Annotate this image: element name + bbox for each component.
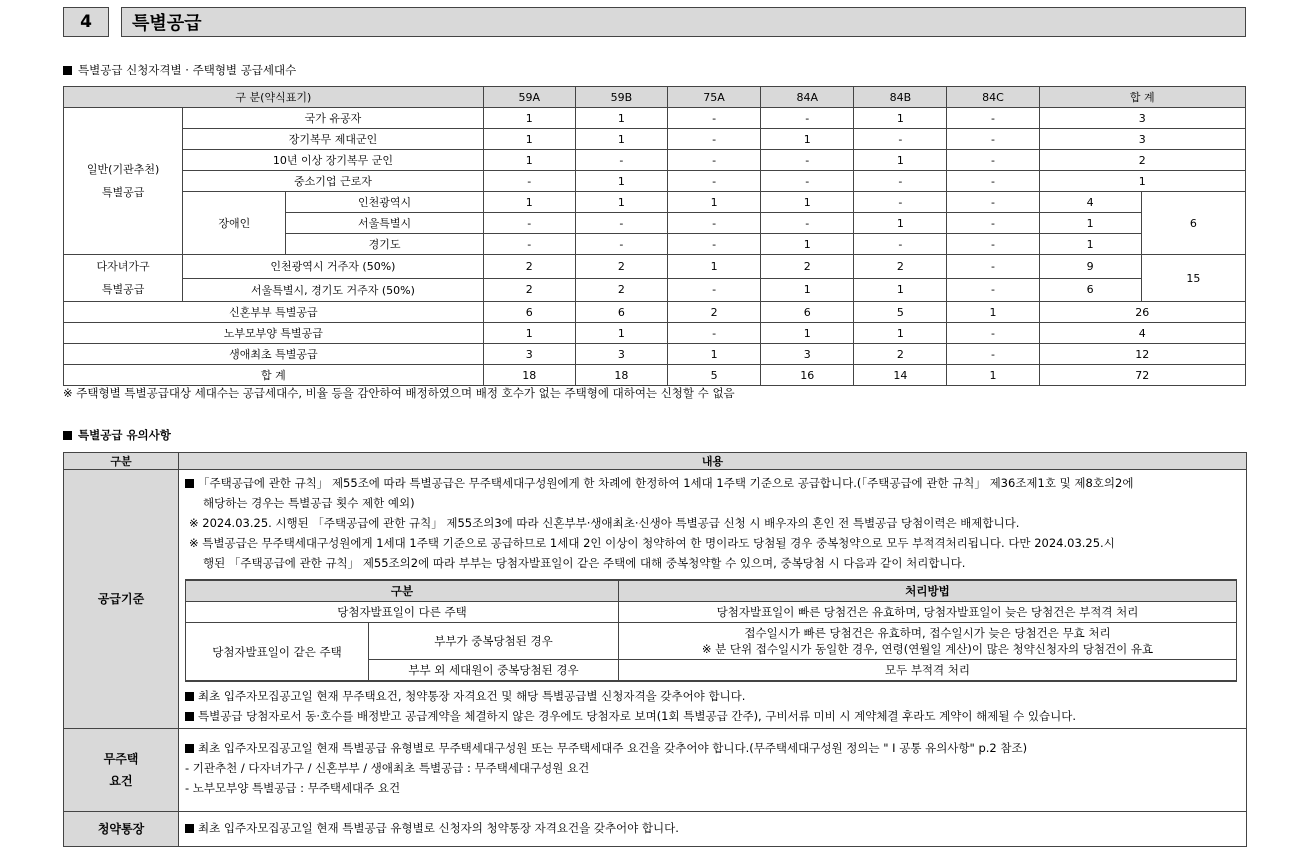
- paragraph: - 노부모부양 특별공급 : 무주택세대주 요건: [185, 781, 401, 795]
- row-label: 경기도: [286, 234, 483, 255]
- paragraph: ※ 특별공급은 무주택세대구성원에게 1세대 1주택 기준으로 공급하므로 1세대 2인 이상이 청약하여 한 명이라도 당첨될 경우 중복청약으로 모두 부적격처리됩니다. 다만 2024.03.25.시: [189, 536, 1115, 550]
- table-row: 경기도 - - - 1 - - 1: [64, 234, 1246, 255]
- row-label: 인천광역시: [286, 192, 483, 213]
- paragraph: ※ 2024.03.25. 시행된 「주택공급에 관한 규칙」 제55조의3에 따라 신혼부부·생애최초·신생아 특별공급 신청 시 배우자의 혼인 전 특별공급 당첨이력은 배제합니다.: [189, 516, 1020, 530]
- table-row: 중소기업 근로자 - 1 - - - - 1: [64, 171, 1246, 192]
- notes-table: [63, 452, 1247, 847]
- header-cell: 75A: [667, 87, 760, 108]
- header-cell: 59A: [483, 87, 575, 108]
- multichild-group-label: 다자녀가구 특별공급: [64, 255, 183, 302]
- paragraph: 행된 「주택공급에 관한 규칙」 제55조의2에 따라 부부는 당첨자발표일이 같은 주택에 대해 중복청약할 수 있으며, 중복당첨 시 다음과 같이 처리합니다.: [203, 556, 966, 570]
- section-title: 특별공급: [121, 7, 1246, 37]
- header-cell: 84B: [854, 87, 947, 108]
- subsection-notes: 특별공급 유의사항: [63, 427, 171, 443]
- header-cell: 합 계: [1039, 87, 1245, 108]
- account-content: [179, 812, 1247, 847]
- header-cell: 84A: [761, 87, 854, 108]
- table-total-row: 합 계 18 18 5 16 14 1 72: [64, 365, 1246, 386]
- table-row: 서울특별시 - - - - 1 - 1: [64, 213, 1246, 234]
- section-number: 4: [63, 7, 109, 37]
- table-row: 당첨자발표일이 같은 주택 부부가 중복당첨된 경우 접수일시가 빠른 당첨건은 유효하며, 접수일시가 늦은 당첨건은 무효 처리 ※ 분 단위 접수일시가 동일한 경우, 연령(연월일 계산)이 많은 청약신청자의 당첨건이 유효: [186, 623, 1237, 660]
- supply-count-table: [63, 86, 1246, 386]
- table-row: 노부모부양 특별공급 1 1 - 1 1 - 4: [64, 323, 1246, 344]
- square-bullet-icon: [63, 431, 72, 440]
- table-header-row: [64, 87, 1246, 108]
- header-cell: 구분: [186, 580, 619, 602]
- paragraph: 최초 입주자모집공고일 현재 무주택요건, 청약통장 자격요건 및 해당 특별공급별 신청자격을 갖추어야 합니다.: [185, 686, 1240, 706]
- row-label: 합 계: [64, 365, 484, 386]
- table-row: 장기복무 제대군인 1 1 - 1 - - 3: [64, 129, 1246, 150]
- table-row: 당첨자발표일이 다른 주택 당첨자발표일이 빠른 당첨건은 유효하며, 당첨자발표일이 늦은 당첨건은 부적격 처리: [186, 602, 1237, 623]
- paragraph: 해당하는 경우는 특별공급 횟수 제한 예외): [203, 496, 415, 510]
- table-row: 부부 외 세대원이 중복당첨된 경우 모두 부적격 처리: [186, 660, 1237, 682]
- table-row: 일반(기관추천) 특별공급 국가 유공자 1 1 - - 1 - 3: [64, 108, 1246, 129]
- table-row: 서울특별시, 경기도 거주자 (50%) 2 2 - 1 1 - 6: [64, 278, 1246, 302]
- account-label: 청약통장: [64, 812, 179, 847]
- square-bullet-icon: [185, 824, 194, 833]
- subsection-supply-count: 특별공급 신청자격별 · 주택형별 공급세대수: [63, 62, 296, 78]
- supply-criteria-label: 공급기준: [64, 470, 179, 729]
- table-row: 다자녀가구 특별공급 인천광역시 거주자 (50%) 2 2 1 2 2 - 9 15: [64, 255, 1246, 279]
- table-row: 신혼부부 특별공급 6 6 2 6 5 1 26: [64, 302, 1246, 323]
- table-row: 생애최초 특별공급 3 3 1 3 2 - 12: [64, 344, 1246, 365]
- paragraph: 최초 입주자모집공고일 현재 특별공급 유형별로 신청자의 청약통장 자격요건을 갖추어야 합니다.: [185, 818, 1240, 838]
- square-bullet-icon: [185, 479, 194, 488]
- no-house-content: [179, 729, 1247, 812]
- table-note: ※ 주택형별 특별공급대상 세대수는 공급세대수, 비율 등을 감안하여 배정하였으며 배정 호수가 없는 주택형에 대하여는 신청할 수 없음: [63, 386, 735, 400]
- header-cell: 59B: [575, 87, 667, 108]
- table-row: 10년 이상 장기복무 군인 1 - - - 1 - 2: [64, 150, 1246, 171]
- table-header-row: [186, 580, 1237, 602]
- general-group-label: 일반(기관추천) 특별공급: [64, 108, 183, 255]
- disabled-total: 6: [1141, 192, 1245, 255]
- header-cell: 내용: [179, 453, 1247, 470]
- square-bullet-icon: [185, 692, 194, 701]
- table-row: 장애인 인천광역시 1 1 1 1 - - 4 6: [64, 192, 1246, 213]
- table-row: [64, 729, 1247, 812]
- header-cell: 84C: [947, 87, 1039, 108]
- method-cell: 접수일시가 빠른 당첨건은 유효하며, 접수일시가 늦은 당첨건은 무효 처리 ※ 분 단위 접수일시가 동일한 경우, 연령(연월일 계산)이 많은 청약신청자의 당첨건이 유효: [619, 623, 1237, 660]
- row-label: 생애최초 특별공급: [64, 344, 484, 365]
- row-label: 신혼부부 특별공급: [64, 302, 484, 323]
- header-cell: 처리방법: [619, 580, 1237, 602]
- row-label: 서울특별시, 경기도 거주자 (50%): [183, 278, 484, 302]
- paragraph: 「주택공급에 관한 규칙」 제55조에 따라 특별공급은 무주택세대구성원에게 한 차례에 한정하여 1세대 1주택 기준으로 공급합니다.(「주택공급에 관한 규칙」 제36조제1호 및 제8호의2에: [185, 476, 1133, 490]
- no-house-label: 무주택 요건: [64, 729, 179, 812]
- duplicate-win-table: [185, 579, 1237, 682]
- row-label: 서울특별시: [286, 213, 483, 234]
- header-cell: 구분: [64, 453, 179, 470]
- row-label: 노부모부양 특별공급: [64, 323, 484, 344]
- row-label: 10년 이상 장기복무 군인: [183, 150, 484, 171]
- table-header-row: [64, 453, 1247, 470]
- table-row: [64, 812, 1247, 847]
- row-label: 중소기업 근로자: [183, 171, 484, 192]
- table-row: [64, 470, 1247, 729]
- row-label: 국가 유공자: [183, 108, 484, 129]
- supply-criteria-content: [179, 470, 1247, 729]
- paragraph: 특별공급 당첨자로서 동·호수를 배정받고 공급계약을 체결하지 않은 경우에도 당첨자로 보며(1회 특별공급 간주), 구비서류 미비 시 계약체결 후라도 계약이 해제될 수 있습니다.: [185, 706, 1240, 726]
- header-cell: 구 분(약식표기): [64, 87, 484, 108]
- square-bullet-icon: [185, 744, 194, 753]
- paragraph: 최초 입주자모집공고일 현재 특별공급 유형별로 무주택세대구성원 또는 무주택세대주 요건을 갖추어야 합니다.(무주택세대구성원 정의는 " I 공통 유의사항" p.2 참조): [185, 738, 1240, 758]
- row-label: 장기복무 제대군인: [183, 129, 484, 150]
- multichild-total: 15: [1141, 255, 1245, 302]
- square-bullet-icon: [63, 66, 72, 75]
- square-bullet-icon: [185, 712, 194, 721]
- disabled-group-label: 장애인: [183, 192, 286, 255]
- paragraph: - 기관추천 / 다자녀가구 / 신혼부부 / 생애최초 특별공급 : 무주택세대구성원 요건: [185, 761, 590, 775]
- row-label: 인천광역시 거주자 (50%): [183, 255, 484, 279]
